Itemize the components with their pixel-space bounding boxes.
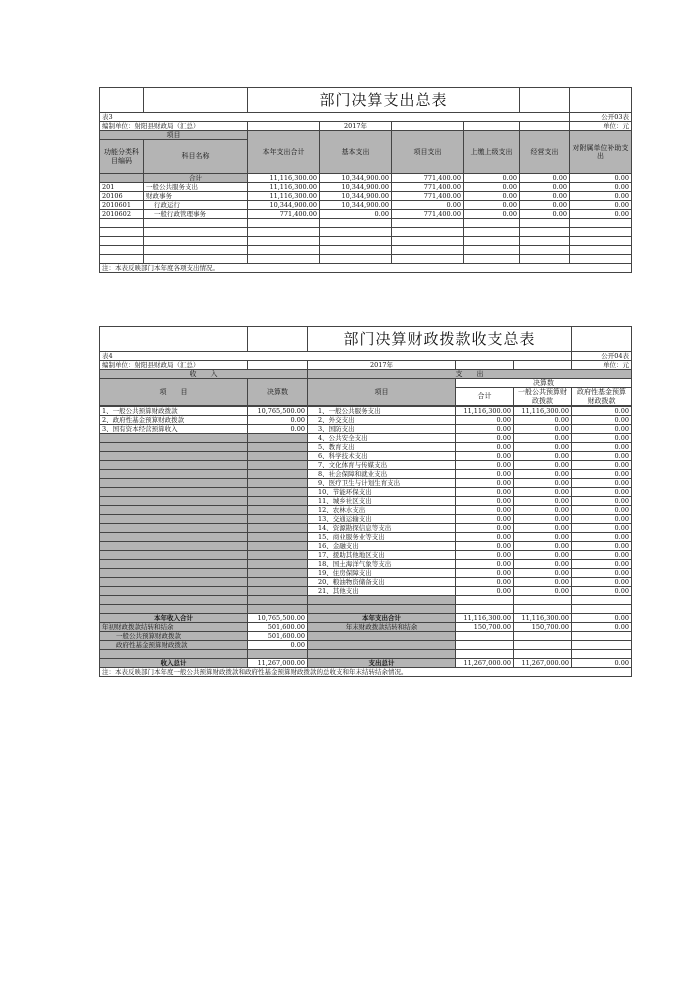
expense-general: 0.00: [514, 461, 572, 470]
table-row: [100, 641, 632, 650]
expense-general: 0.00: [514, 497, 572, 506]
income-amount: [248, 506, 308, 515]
income-item: [100, 551, 248, 560]
income-total-label: 收入总计: [100, 659, 248, 668]
row-basic: 10,344,900.00: [320, 192, 392, 201]
expense-general: 0.00: [514, 533, 572, 542]
expense-general: 0.00: [514, 560, 572, 569]
expense-total: 0.00: [456, 533, 514, 542]
table-row: [100, 551, 632, 560]
row-subsidy: 0.00: [570, 192, 632, 201]
income-item: 2、政府性基金预算财政拨款: [100, 416, 248, 425]
expense-item: 17、援助其他地区支出: [308, 551, 456, 560]
table-row: [100, 659, 632, 668]
expense-general: 0.00: [514, 488, 572, 497]
income-item: 3、国有资本经营预算收入: [100, 425, 248, 434]
income-amount: [248, 560, 308, 569]
table-row: [100, 434, 632, 443]
expense-fund: 0.00: [572, 524, 632, 533]
carry-out-label: 年末财政拨款结转和结余: [308, 623, 456, 632]
table4-form-code: 公开04表: [572, 352, 632, 361]
table-row: [100, 497, 632, 506]
row-total: 11,116,300.00: [248, 183, 320, 192]
expense-item: 14、资源勘探信息等支出: [308, 524, 456, 533]
expense-total-general: 11,267,000.00: [514, 659, 572, 668]
income-amount: [248, 443, 308, 452]
expense-item: 12、农林水支出: [308, 506, 456, 515]
expense-fund: 0.00: [572, 479, 632, 488]
income-amount: [248, 587, 308, 596]
expense-general: 0.00: [514, 506, 572, 515]
income-item: [100, 578, 248, 587]
income-amount: [248, 497, 308, 506]
expense-general: 0.00: [514, 551, 572, 560]
row-name: 合计: [144, 174, 248, 183]
expense-fund: 0.00: [572, 506, 632, 515]
expenditure-summary-sheet: [99, 87, 631, 273]
table4-no: 表4: [100, 352, 572, 361]
row-basic: 0.00: [320, 210, 392, 219]
expense-item: 10、节能环保支出: [308, 488, 456, 497]
expense-general: 0.00: [514, 443, 572, 452]
row-project: 771,400.00: [392, 210, 464, 219]
income-item: [100, 452, 248, 461]
expense-total: 0.00: [456, 524, 514, 533]
year-expense-total-label: 本年支出合计: [308, 614, 456, 623]
expense-fund: 0.00: [572, 434, 632, 443]
table-row: [100, 533, 632, 542]
carry-in-label: 年初财政拨款结转和结余: [100, 623, 248, 632]
table-row: [100, 632, 632, 641]
table3-header-basic: 基本支出: [320, 131, 392, 174]
expense-total: 0.00: [456, 506, 514, 515]
expense-fund: 0.00: [572, 569, 632, 578]
carry-in: 501,600.00: [248, 623, 308, 632]
table4-currency: 单位：元: [572, 361, 632, 370]
year-expense-total-fund: 0.00: [572, 614, 632, 623]
income-amount: 10,765,500.00: [248, 407, 308, 416]
table3-title: 部门决算支出总表: [248, 88, 520, 113]
empty-row: [100, 605, 632, 614]
expense-total: 0.00: [456, 452, 514, 461]
table3-header-code: 功能分类科目编码: [100, 140, 144, 174]
carry-general: 501,600.00: [248, 632, 308, 641]
expense-header: 支 出: [308, 370, 632, 379]
income-amount: [248, 542, 308, 551]
table4-title: 部门决算财政拨款收支总表: [308, 327, 572, 352]
row-business: 0.00: [520, 201, 570, 210]
table-row: [100, 201, 632, 210]
row-business: 0.00: [520, 183, 570, 192]
expense-fund: 0.00: [572, 551, 632, 560]
income-amount: [248, 551, 308, 560]
income-item: 1、一般公共预算财政拨款: [100, 407, 248, 416]
income-amount: [248, 470, 308, 479]
table3-note: 注：本表反映部门本年度各项支出情况。: [100, 264, 632, 273]
income-amount: [248, 533, 308, 542]
income-item: [100, 479, 248, 488]
row-total: 10,344,900.00: [248, 201, 320, 210]
table3-header-business: 经营支出: [520, 131, 570, 174]
row-business: 0.00: [520, 192, 570, 201]
expense-item: 19、住房保障支出: [308, 569, 456, 578]
expense-fund: 0.00: [572, 497, 632, 506]
table-row: [100, 407, 632, 416]
table3-header-subsidy: 对附属单位补助支出: [570, 131, 632, 174]
expense-item: 1、一般公共服务支出: [308, 407, 456, 416]
row-project: 771,400.00: [392, 192, 464, 201]
row-name: 行政运行: [144, 201, 248, 210]
expense-item: 9、医疗卫生与计划生育支出: [308, 479, 456, 488]
table-row: [100, 183, 632, 192]
income-amount: [248, 488, 308, 497]
income-item: [100, 515, 248, 524]
expense-item: 4、公共安全支出: [308, 434, 456, 443]
row-upper: 0.00: [464, 192, 520, 201]
fiscal-appropriation-body: [99, 406, 632, 677]
row-subsidy: 0.00: [570, 210, 632, 219]
expense-general: 0.00: [514, 578, 572, 587]
expense-total: 0.00: [456, 488, 514, 497]
expense-fund: 0.00: [572, 587, 632, 596]
expense-general: 0.00: [514, 479, 572, 488]
empty-row: [100, 596, 632, 605]
expense-item: 21、其他支出: [308, 587, 456, 596]
table-row: [100, 560, 632, 569]
expense-general: 0.00: [514, 569, 572, 578]
fund-budget-header: 政府性基金预算财政拨款: [572, 388, 632, 406]
row-total: 11,116,300.00: [248, 174, 320, 183]
table4-year: 2017年: [308, 361, 456, 370]
expense-general: 0.00: [514, 416, 572, 425]
row-code: 2010602: [100, 210, 144, 219]
income-total: 11,267,000.00: [248, 659, 308, 668]
row-subsidy: 0.00: [570, 174, 632, 183]
expense-total: 0.00: [456, 515, 514, 524]
table-row: [100, 452, 632, 461]
expense-total: 0.00: [456, 560, 514, 569]
income-amount: [248, 434, 308, 443]
table-row: [100, 623, 632, 632]
empty-row: [100, 650, 632, 659]
expense-item: 5、教育支出: [308, 443, 456, 452]
year-expense-total: 11,116,300.00: [456, 614, 514, 623]
final-amount-header: 决算数: [456, 379, 632, 388]
table-row: [100, 614, 632, 623]
carry-fund-label: 政府性基金预算财政拨款: [100, 641, 248, 650]
carry-general-label: 一般公共预算财政拨款: [100, 632, 248, 641]
table-row: [100, 515, 632, 524]
expense-total: 0.00: [456, 569, 514, 578]
table3-unit-name: 射阳县财政局（汇总）: [134, 121, 200, 130]
year-expense-total-general: 11,116,300.00: [514, 614, 572, 623]
income-item-header: 项 目: [100, 379, 248, 406]
expense-general: 0.00: [514, 470, 572, 479]
income-item: [100, 470, 248, 479]
expense-fund: 0.00: [572, 443, 632, 452]
expense-fund: 0.00: [572, 560, 632, 569]
table3-header-total: 本年支出合计: [248, 131, 320, 174]
row-upper: 0.00: [464, 201, 520, 210]
table-row: [100, 210, 632, 219]
expense-total: 0.00: [456, 470, 514, 479]
carry-fund: 0.00: [248, 641, 308, 650]
expense-total: 0.00: [456, 551, 514, 560]
row-subsidy: 0.00: [570, 201, 632, 210]
expense-total: 0.00: [456, 416, 514, 425]
expense-total: 0.00: [456, 578, 514, 587]
income-item: [100, 569, 248, 578]
expense-item: 6、科学技术支出: [308, 452, 456, 461]
expense-total-label: 支出总计: [308, 659, 456, 668]
table3-header-name: 科目名称: [144, 140, 248, 174]
table-row: [100, 569, 632, 578]
carry-out: 150,700.00: [456, 623, 514, 632]
table-row: [100, 479, 632, 488]
row-basic: 10,344,900.00: [320, 174, 392, 183]
income-item: [100, 443, 248, 452]
income-item: [100, 533, 248, 542]
income-amount: [248, 524, 308, 533]
table3-currency: 单位：元: [570, 122, 632, 131]
row-basic: 10,344,900.00: [320, 183, 392, 192]
expense-total: 0.00: [456, 542, 514, 551]
income-amount: 0.00: [248, 416, 308, 425]
row-total: 11,116,300.00: [248, 192, 320, 201]
empty-row: [100, 246, 632, 255]
table-row: [100, 587, 632, 596]
expense-fund: 0.00: [572, 578, 632, 587]
expense-general: 0.00: [514, 515, 572, 524]
row-business: 0.00: [520, 174, 570, 183]
income-item: [100, 488, 248, 497]
row-code: 201: [100, 183, 144, 192]
row-basic: 10,344,900.00: [320, 201, 392, 210]
table3-unit-label: 编制单位：: [102, 121, 135, 130]
row-business: 0.00: [520, 210, 570, 219]
expense-fund: 0.00: [572, 533, 632, 542]
table-row: [100, 488, 632, 497]
income-amount: [248, 479, 308, 488]
row-code: 2010601: [100, 201, 144, 210]
empty-row: [100, 237, 632, 246]
expense-general: 0.00: [514, 542, 572, 551]
expense-item: 11、城乡社区支出: [308, 497, 456, 506]
expense-item: 2、外交支出: [308, 416, 456, 425]
row-code: 20106: [100, 192, 144, 201]
expense-item: 18、国土海洋气象等支出: [308, 560, 456, 569]
empty-row: [100, 219, 632, 228]
expense-fund: 0.00: [572, 452, 632, 461]
table-row: [100, 174, 632, 183]
row-upper: 0.00: [464, 210, 520, 219]
table3-header-upper: 上缴上级支出: [464, 131, 520, 174]
expense-item: 8、社会保障和就业支出: [308, 470, 456, 479]
expense-total: 11,116,300.00: [456, 407, 514, 416]
table-row: [100, 524, 632, 533]
table-row: [100, 425, 632, 434]
row-name: 一般公共服务支出: [144, 183, 248, 192]
expense-total: 0.00: [456, 425, 514, 434]
fiscal-appropriation-sheet: [99, 326, 631, 677]
income-amount: [248, 461, 308, 470]
table-row: [100, 443, 632, 452]
income-amount: [248, 515, 308, 524]
expense-fund: 0.00: [572, 515, 632, 524]
expense-item-header: 项目: [308, 379, 456, 406]
income-header: 收 入: [100, 370, 308, 379]
expense-total: 0.00: [456, 497, 514, 506]
table3-year: 2017年: [320, 122, 392, 131]
income-amount-header: 决算数: [248, 379, 308, 406]
table-row: [100, 578, 632, 587]
expense-item: 16、金融支出: [308, 542, 456, 551]
expense-fund: 0.00: [572, 425, 632, 434]
table3-header-project: 项目: [100, 131, 248, 140]
fiscal-appropriation-table: [99, 326, 632, 406]
expenditure-summary-table: [99, 87, 632, 273]
row-project: 771,400.00: [392, 183, 464, 192]
empty-row: [100, 228, 632, 237]
empty-row: [100, 255, 632, 264]
table-row: [100, 416, 632, 425]
table4-unit-name: 射阳县财政局（汇总）: [134, 360, 200, 369]
expense-item: 13、交通运输支出: [308, 515, 456, 524]
expense-fund: 0.00: [572, 461, 632, 470]
general-budget-header: 一般公共预算财政拨款: [514, 388, 572, 406]
income-item: [100, 497, 248, 506]
expense-general: 0.00: [514, 425, 572, 434]
row-upper: 0.00: [464, 183, 520, 192]
income-item: [100, 506, 248, 515]
income-amount: 0.00: [248, 425, 308, 434]
expense-item: 7、文化体育与传媒支出: [308, 461, 456, 470]
income-item: [100, 560, 248, 569]
income-amount: [248, 569, 308, 578]
expense-total: 0.00: [456, 443, 514, 452]
row-total: 771,400.00: [248, 210, 320, 219]
income-item: [100, 587, 248, 596]
expense-general: 0.00: [514, 452, 572, 461]
expense-fund: 0.00: [572, 542, 632, 551]
table3-no: 表3: [100, 113, 570, 122]
expense-fund: 0.00: [572, 470, 632, 479]
row-subsidy: 0.00: [570, 183, 632, 192]
expense-fund: 0.00: [572, 488, 632, 497]
table-row: [100, 461, 632, 470]
table-row: [100, 470, 632, 479]
expense-general: 11,116,300.00: [514, 407, 572, 416]
expense-item: 20、粮油物资储备支出: [308, 578, 456, 587]
expense-item: 3、国防支出: [308, 425, 456, 434]
income-item: [100, 524, 248, 533]
expense-total: 0.00: [456, 461, 514, 470]
expense-general: 0.00: [514, 434, 572, 443]
table3-form-code: 公开03表: [570, 113, 632, 122]
carry-out-fund: 0.00: [572, 623, 632, 632]
table-row: [100, 506, 632, 515]
expense-total-header: 合计: [456, 388, 514, 406]
table4-note: 注：本表反映部门本年度一般公共预算财政拨款和政府性基金预算财政拨款的总收支和年末结转结余情况。: [100, 668, 632, 677]
row-upper: 0.00: [464, 174, 520, 183]
expense-item: 15、商业服务业等支出: [308, 533, 456, 542]
year-income-total: 10,765,500.00: [248, 614, 308, 623]
table3-header-project-exp: 项目支出: [392, 131, 464, 174]
carry-out-general: 150,700.00: [514, 623, 572, 632]
table-row: [100, 542, 632, 551]
row-project: 0.00: [392, 201, 464, 210]
expense-general: 0.00: [514, 587, 572, 596]
expense-total: 11,267,000.00: [456, 659, 514, 668]
year-income-total-label: 本年收入合计: [100, 614, 248, 623]
expense-total: 0.00: [456, 587, 514, 596]
expense-total: 0.00: [456, 479, 514, 488]
income-amount: [248, 452, 308, 461]
row-project: 771,400.00: [392, 174, 464, 183]
income-item: [100, 461, 248, 470]
expense-total: 0.00: [456, 434, 514, 443]
income-amount: [248, 578, 308, 587]
row-name: 一般行政管理事务: [144, 210, 248, 219]
table4-unit-label: 编制单位：: [102, 360, 135, 369]
table-row: [100, 192, 632, 201]
income-item: [100, 434, 248, 443]
expense-total-fund: 0.00: [572, 659, 632, 668]
row-name: 财政事务: [144, 192, 248, 201]
income-item: [100, 542, 248, 551]
expense-fund: 0.00: [572, 416, 632, 425]
expense-fund: 0.00: [572, 407, 632, 416]
expense-general: 0.00: [514, 524, 572, 533]
